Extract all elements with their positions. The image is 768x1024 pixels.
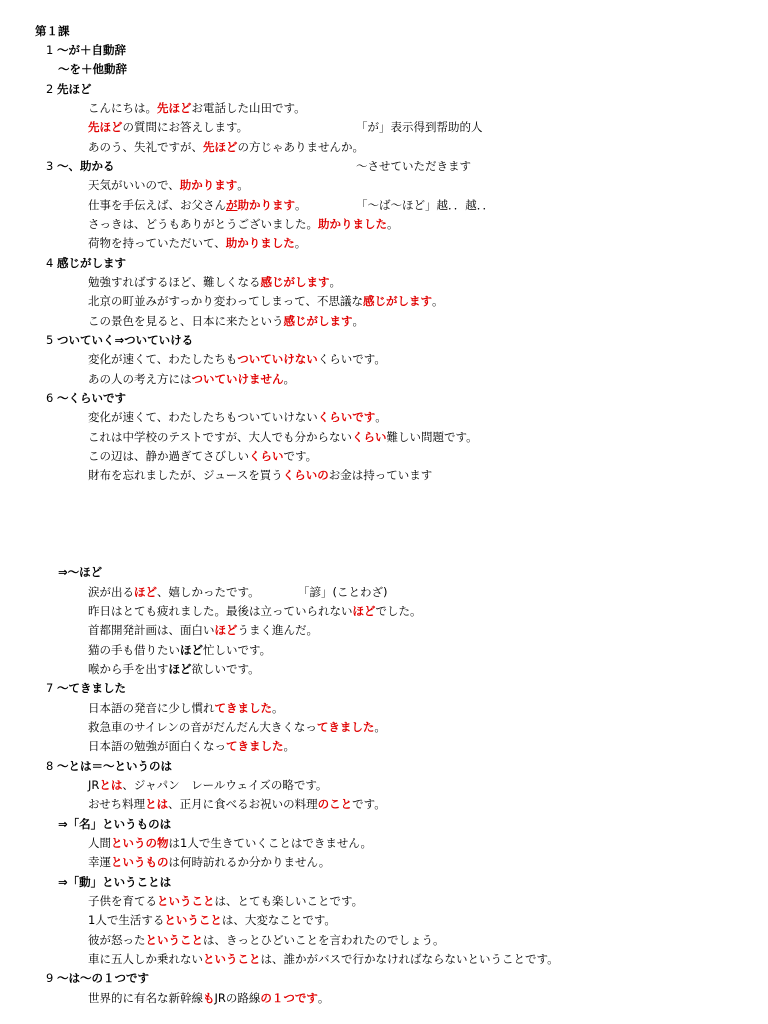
text-segment: は、大変なことです。 (221, 913, 336, 927)
highlighted-text: とは (145, 797, 169, 811)
text-segment: 3 (46, 159, 57, 173)
text-segment: JR (88, 778, 100, 792)
text-segment: お金は持っています (328, 468, 433, 482)
highlighted-text: の１つです (260, 991, 318, 1005)
text-line (58, 816, 171, 832)
text-segment: ～てきました (56, 681, 126, 695)
highlighted-text: 感じがします (362, 294, 432, 308)
text-line (88, 700, 284, 716)
text-line (88, 777, 327, 793)
text-line (88, 177, 249, 193)
text-segment: です。 (352, 797, 386, 811)
text-segment: 、ジャパン レールウェイズの略です。 (122, 778, 328, 792)
text-line (88, 197, 307, 213)
text-segment: この辺は、静か過ぎてさびしい (88, 449, 249, 463)
text-segment: 。 (317, 991, 330, 1005)
text-segment: 人間 (88, 836, 111, 850)
highlighted-text: ということ (164, 913, 222, 927)
text-line (46, 332, 193, 348)
text-segment: さっきは、どうもありがとうございました。 (88, 217, 318, 231)
highlighted-text: 助かりました (318, 217, 387, 231)
text-segment: 。 (352, 314, 364, 328)
highlighted-text: ほど (134, 585, 157, 599)
text-segment: 世界的に有名な新幹線 (88, 991, 203, 1005)
text-line (356, 158, 471, 174)
text-segment: あのう、失礼ですが、 (88, 140, 203, 154)
text-segment: 。 (387, 217, 399, 231)
text-segment: 北京の町並みがすっかり変わってしまって、不思議な (88, 294, 363, 308)
text-segment: 猫の手も借りたい (88, 643, 180, 657)
text-segment: は1人で生きていくことはできません。 (168, 836, 373, 850)
text-segment: ⇒～ほど (58, 565, 103, 579)
text-line (356, 119, 483, 135)
text-line (46, 680, 126, 696)
highlighted-text: のこと (317, 797, 353, 811)
text-line (46, 255, 126, 271)
highlighted-text: も (203, 991, 215, 1005)
text-line (46, 970, 149, 986)
text-line (46, 42, 126, 58)
text-segment: この景色を見ると、日本に来たという (88, 314, 284, 328)
text-line (88, 313, 364, 329)
text-segment: 昨日はとても疲れました。最後は立っていられない (88, 604, 353, 618)
text-line (88, 429, 478, 445)
text-segment: 子供を育てる (88, 894, 157, 908)
text-line (88, 448, 317, 464)
text-line (88, 661, 260, 677)
text-segment: うまく進んだ。 (237, 623, 318, 637)
text-line (88, 719, 386, 735)
text-segment: ⇒「名」というものは (58, 817, 172, 831)
text-line (88, 796, 386, 812)
text-line (88, 293, 443, 309)
text-line (88, 642, 271, 658)
text-line (88, 467, 432, 483)
text-line (88, 351, 386, 367)
text-segment: 「諺」(ことわざ) (298, 585, 388, 599)
text-segment: くらいです。 (317, 352, 386, 366)
text-segment: 、嬉しかったです。 (157, 585, 260, 599)
highlighted-text: ということ (203, 952, 261, 966)
text-line (46, 758, 172, 774)
highlighted-text: ということ (157, 894, 215, 908)
highlighted-text: ほど (352, 604, 376, 618)
text-line (88, 139, 364, 155)
text-segment: 1人で生活する (88, 913, 165, 927)
text-segment: 。 (375, 410, 387, 424)
text-segment: の方じゃありませんか。 (237, 140, 364, 154)
text-line (46, 390, 126, 406)
text-segment: 先ほど (56, 82, 92, 96)
highlighted-text: というの物 (111, 836, 169, 850)
text-segment: こんにちは。 (88, 101, 157, 115)
highlighted-text: くらいです (317, 410, 376, 424)
text-line (298, 584, 387, 600)
text-segment: ～を＋他動辞 (58, 62, 127, 76)
text-segment: ついていく⇒ついていける (56, 333, 194, 347)
text-segment: は、誰かがバスで行かなければならないということです。 (260, 952, 559, 966)
text-segment: 。 (237, 178, 249, 192)
text-segment: の質問にお答えします。 (122, 120, 249, 134)
highlighted-text: てきました (316, 720, 375, 734)
text-segment: 喉から手を出す (88, 662, 169, 676)
text-segment: 日本語の発音に少し慣れ (88, 701, 215, 715)
text-segment: 。 (272, 701, 284, 715)
text-segment: 財布を忘れましたが、ジュースを買う (88, 468, 283, 482)
text-segment: 首都開発計画は、面白い (88, 623, 215, 637)
text-segment: 6 (46, 391, 57, 405)
text-segment: ～、助かる (56, 159, 115, 173)
text-segment: 。 (374, 720, 386, 734)
text-segment: 難しい問題です。 (386, 430, 478, 444)
text-segment: 変化が速くて、わたしたちもついていけない (88, 410, 318, 424)
text-line (88, 854, 330, 870)
text-segment: 日本語の勉強が面白くなっ (88, 739, 226, 753)
text-segment: 「～ば～ほど」越．．越．． (356, 198, 494, 212)
text-line (88, 584, 260, 600)
text-line (88, 932, 445, 948)
text-line (88, 835, 372, 851)
text-segment: 。 (295, 198, 307, 212)
text-segment: 仕事を手伝えば、お父さん (88, 198, 226, 212)
text-segment: ほど (180, 643, 203, 657)
text-segment: 「が」表示得到帮助的人 (356, 120, 483, 134)
text-segment: 車に五人しか乗れない (88, 952, 203, 966)
highlighted-text: というもの (111, 855, 169, 869)
highlighted-text: ついていけません (191, 372, 284, 386)
text-segment: 8 (46, 759, 57, 773)
highlighted-text: 助かります (237, 198, 295, 212)
text-segment: 感じがします (56, 256, 126, 270)
text-segment: 欲しいです。 (191, 662, 260, 676)
text-segment: ～とは＝～というのは (56, 759, 172, 773)
text-segment: 変化が速くて、わたしたちも (88, 352, 238, 366)
text-line (58, 564, 102, 580)
text-line (46, 81, 91, 97)
text-segment: です。 (283, 449, 318, 463)
highlighted-text: 感じがします (283, 314, 353, 328)
text-segment: 2 (46, 82, 57, 96)
text-segment: これは中学校のテストですが、大人でも分からない (88, 430, 353, 444)
text-segment: は、とても楽しいことです。 (214, 894, 364, 908)
highlighted-text: とは (99, 778, 123, 792)
text-line (88, 371, 295, 387)
highlighted-text: くらい (352, 430, 387, 444)
text-line (88, 951, 559, 967)
text-line (88, 235, 306, 251)
text-segment: 4 (46, 256, 57, 270)
highlighted-text: 先ほど (157, 101, 192, 115)
text-line (88, 274, 341, 290)
text-segment: 涙が出る (88, 585, 134, 599)
highlighted-text: ほど (214, 623, 238, 637)
text-line (88, 119, 248, 135)
text-segment: 幸運 (88, 855, 111, 869)
highlighted-text: ということ (145, 933, 203, 947)
text-segment: ～が＋自動辞 (56, 43, 126, 57)
text-segment: 1 (46, 43, 57, 57)
text-segment: 荷物を持っていただいて、 (88, 236, 226, 250)
text-segment: は、きっとひどいことを言われたのでしょう。 (203, 933, 445, 947)
text-segment: ほど (168, 662, 192, 676)
text-segment: 9 (46, 971, 57, 985)
highlighted-text: くらい (249, 449, 284, 463)
text-segment: 。 (431, 294, 444, 308)
text-segment: JRの路線 (214, 991, 261, 1005)
highlighted-text: ついていけない (237, 352, 318, 366)
text-segment: 勉強すればするほど、難しくなる (88, 275, 261, 289)
highlighted-text: てきました (226, 739, 284, 753)
text-segment: 5 (46, 333, 57, 347)
text-line (88, 912, 336, 928)
text-line (88, 990, 329, 1006)
text-segment: 天気がいいので、 (88, 178, 180, 192)
text-segment: お電話した山田です。 (191, 101, 306, 115)
text-line (88, 893, 363, 909)
text-segment: ～くらいです (56, 391, 126, 405)
text-segment: 救急車のサイレンの音がだんだん大きくなっ (88, 720, 317, 734)
text-segment: 彼が怒った (88, 933, 146, 947)
text-segment: ～は～の１つです (56, 971, 149, 985)
text-segment: 7 (46, 681, 57, 695)
text-segment: 、正月に食べるお祝いの料理 (168, 797, 318, 811)
text-line (88, 216, 399, 232)
text-line (88, 622, 318, 638)
text-segment: あの人の考え方には (88, 372, 192, 386)
highlighted-text: 先ほど (88, 120, 123, 134)
highlighted-text: が (226, 198, 238, 212)
text-segment: 。 (283, 372, 295, 386)
text-segment: 忙しいです。 (203, 643, 272, 657)
highlighted-text: 助かりました (225, 236, 295, 250)
text-line (35, 23, 70, 39)
text-segment: は何時訪れるか分かりません。 (168, 855, 331, 869)
text-segment: おせち料理 (88, 797, 146, 811)
text-line (88, 738, 295, 754)
text-segment: 第１課 (35, 24, 70, 38)
highlighted-text: 感じがします (260, 275, 330, 289)
text-segment: ⇒「動」ということは (58, 875, 172, 889)
text-segment: 。 (294, 236, 307, 250)
highlighted-text: てきました (214, 701, 272, 715)
text-line (88, 100, 306, 116)
text-segment: 。 (283, 739, 295, 753)
text-line (88, 603, 422, 619)
highlighted-text: 先ほど (203, 140, 238, 154)
highlighted-text: 助かります (179, 178, 238, 192)
text-segment: 。 (329, 275, 341, 289)
text-line (58, 874, 171, 890)
text-segment: ～させていただきます (356, 159, 471, 173)
text-segment: でした。 (375, 604, 422, 618)
text-line (88, 409, 387, 425)
text-line (46, 158, 114, 174)
highlighted-text: くらいの (282, 468, 329, 482)
text-line (356, 197, 494, 213)
text-line (58, 61, 127, 77)
